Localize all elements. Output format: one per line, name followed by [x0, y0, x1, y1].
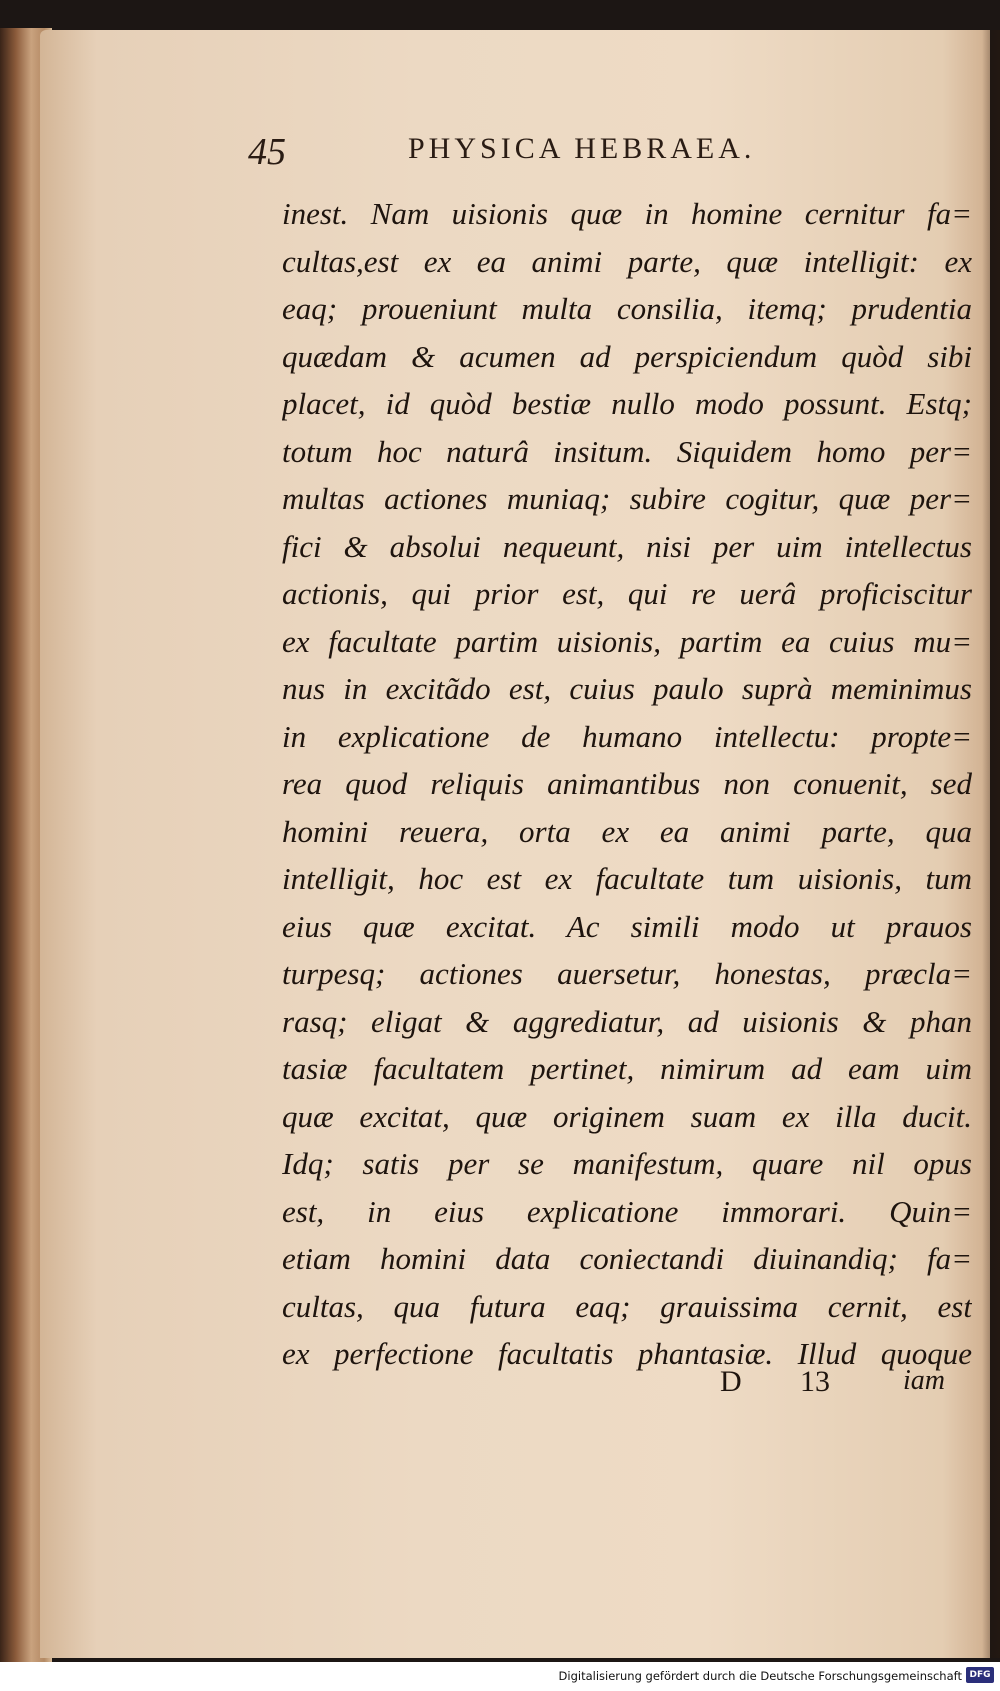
text-line: ex perfectione facultatis phantasiæ. Illud quoque: [282, 1336, 972, 1371]
text-line: homini reuera, orta ex ea animi parte, qua: [282, 813, 972, 849]
text-line: eaq; proueniunt multa consilia, itemq; prudentia: [282, 291, 972, 326]
text-line: tasiæ facultatem pertinet, nimirum ad eam uim: [282, 1051, 972, 1086]
text-line: quædam & acumen ad perspiciendum quòd sibi: [282, 338, 972, 374]
dfg-logo: DFG: [966, 1667, 994, 1683]
text-line: etiam homini data coniectandi diuinandiq; fa=: [282, 1241, 972, 1276]
text-line: multas actiones muniaq; subire cogitur, quæ per=: [282, 481, 972, 516]
text-line: turpesq; actiones auersetur, honestas, præcla=: [282, 956, 972, 991]
credit-bar: [0, 1662, 1000, 1691]
running-title: PHYSICA HEBRAEA.: [408, 132, 756, 165]
text-line: quæ excitat, quæ originem suam ex illa ducit.: [282, 1098, 972, 1134]
page-gutter-shadow: [982, 30, 1000, 1658]
text-line: nus in excitãdo est, cuius paulo suprà meminimus: [282, 671, 972, 706]
page-number: 45: [248, 131, 286, 173]
signature-letter: D: [720, 1365, 742, 1398]
text-line: Idq; satis per se manifestum, quare nil opus: [282, 1146, 972, 1181]
catchword: iam: [903, 1365, 945, 1396]
text-line: ex facultate partim uisionis, partim ea cuius mu=: [282, 623, 972, 659]
body-text: [282, 190, 972, 1378]
text-line: totum hoc naturâ insitum. Siquidem homo per=: [282, 433, 972, 469]
text-line: cultas, qua futura eaq; grauissima cernit, est: [282, 1288, 972, 1324]
text-line: in explicatione de humano intellectu: propte=: [282, 718, 972, 754]
text-line: inest. Nam uisionis quæ in homine cernitur fa=: [282, 196, 972, 231]
text-line: intelligit, hoc est ex facultate tum uisionis, tum: [282, 861, 972, 896]
text-line: fici & absolui nequeunt, nisi per uim intellectus: [282, 528, 972, 564]
text-line: rea quod reliquis animantibus non conuenit, sed: [282, 766, 972, 801]
text-line: cultas,est ex ea animi parte, quæ intelligit: ex: [282, 243, 972, 279]
running-head: [248, 130, 968, 182]
text-line: est, in eius explicatione immorari. Quin=: [282, 1193, 972, 1229]
text-line: placet, id quòd bestiæ nullo modo possunt. Estq;: [282, 386, 972, 421]
funding-credit: Digitalisierung gefördert durch die Deutsche Forschungsgemeinschaft: [558, 1669, 962, 1683]
text-line: rasq; eligat & aggrediatur, ad uisionis & phan: [282, 1003, 972, 1039]
text-line: eius quæ excitat. Ac simili modo ut prauos: [282, 908, 972, 944]
signature-line: [720, 1365, 970, 1409]
text-line: actionis, qui prior est, qui re uerâ proficiscitur: [282, 576, 972, 611]
signature-number: 13: [800, 1365, 830, 1398]
